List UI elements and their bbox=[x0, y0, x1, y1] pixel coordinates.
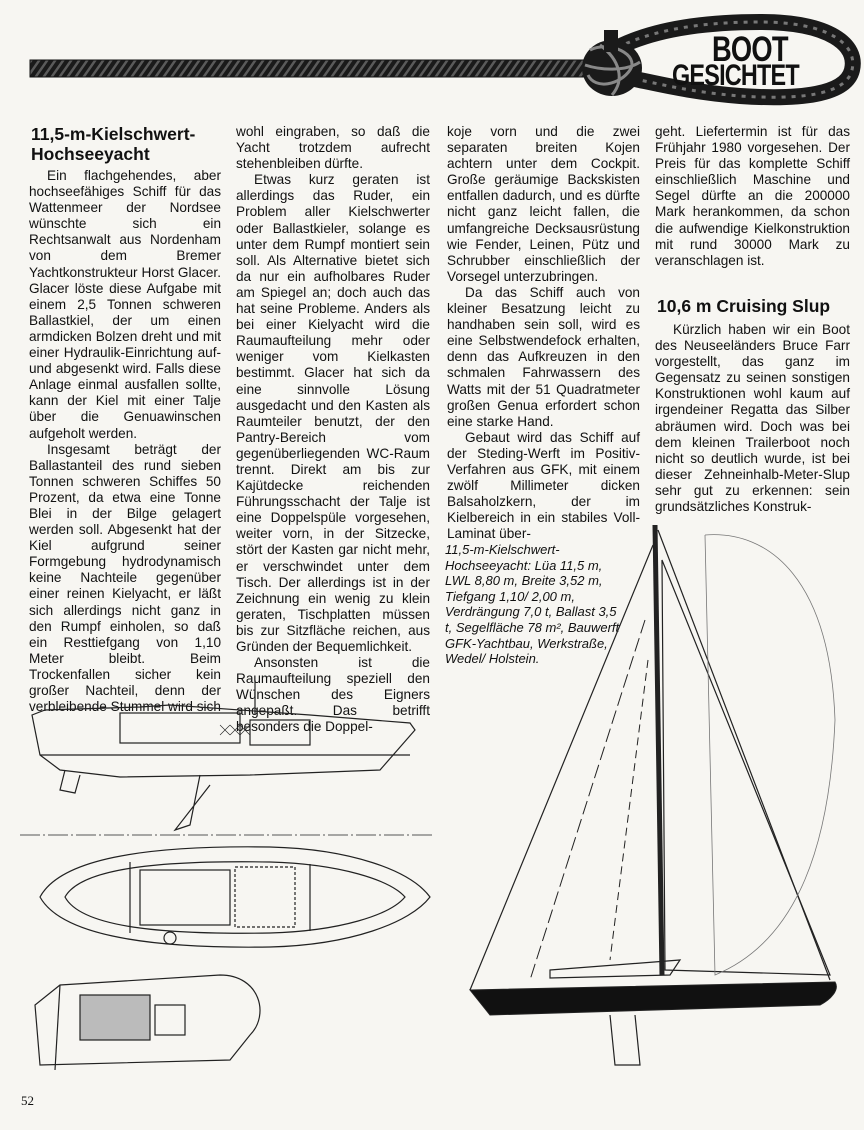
deck-plan-drawing bbox=[40, 847, 430, 947]
logo-gesichtet: GESICHTET bbox=[672, 59, 799, 92]
page-number: 52 bbox=[21, 1093, 34, 1108]
article-column-2 bbox=[236, 124, 430, 736]
figure-caption: 11,5-m-Kielschwert-Hochseeyacht: Lüa 11,5 m, LWL 8,80 m, Breite 3,52 m, Tiefgang 1,10/ 2,00 m, Verdrängung 7,0 t, Ballast 3,5 t, Segelfläche 78 m², Bauwerft GFK-Yachtbau, Werkstraße, Wedel/ Holstein. bbox=[445, 542, 620, 667]
paragraph: Kürzlich haben wir ein Boot des Neuseeländers Bruce Farr vorgestellt, das ganz im Gegensatz zu seinen sonstigen Konstruktionen wohl kaum auf irgendeiner Regatta das Silber abräumen wird. Doch was bei dem kleinen Trailerboot noch nicht so deutlich wurde, ist bei dieser Zehneinhalb-Meter-Slup sehr gut zu erkennen: sein grundsätzliches Konstruk- bbox=[655, 322, 850, 515]
paragraph: Da das Schiff auch von kleiner Besatzung leicht zu handhaben sein soll, wird es eine Selbstwendefock erhalten, denn das Aufkreuzen in den schmalen Fahrwassern des Watts mit der 51 Quadratmeter großen Genua erfordert schon eine starke Hand. bbox=[447, 284, 640, 429]
article2-headline: 10,6 m Cruising Slup bbox=[657, 296, 831, 316]
forestay bbox=[470, 545, 653, 990]
sail-plan-drawing bbox=[440, 520, 855, 1080]
logo-boot: BOOT bbox=[712, 30, 788, 69]
article-column-4 bbox=[655, 124, 850, 269]
paragraph: Gebaut wird das Schiff auf der Steding-Werft im Positiv-Verfahren aus GFK, mit einem zwölf Millimeter dicken Balsaholzkern, der im Kielbereich in ein stabiles Voll-Laminat über- bbox=[447, 429, 640, 542]
paragraph: Ansonsten ist die Raumaufteilung speziell den Wünschen des Eigners angepaßt. Das betrifft besonders die Doppel- bbox=[236, 655, 430, 735]
paragraph: koje vorn und die zwei separaten breiten Kojen achtern unter dem Cockpit. Große geräumige Backskisten entfallen dadurch, und es dürfte nicht ganz leicht fallen, die umfangreiche Decksausrüstung wie Fender, Leinen, Pütz und Schrubber einschließlich der Vorsegel unterzubringen. bbox=[447, 124, 640, 284]
article-column-1 bbox=[29, 168, 221, 715]
mainsail bbox=[662, 560, 830, 975]
article-column-3 bbox=[447, 124, 640, 542]
hull bbox=[470, 982, 836, 1015]
paragraph: Ein flachgehendes, aber hochseefähiges Schiff für das Wattenmeer der Nordsee wünschte sich ein Rechtsanwalt aus Nordenham von dem Bremer Yachtkonstrukteur Horst Glacer. Glacer löste diese Aufgabe mit einem 2,5 Tonnen schweren Ballastkiel, der um einen armdicken Bolzen dreht und mit einer Hydraulik-Einrichtung auf- und abgesenkt wird. Falls diese Anlage einmal ausfallen sollte, kann der Kiel mit einer Talje über die Genuawinschen aufgeholt werden. bbox=[29, 168, 221, 441]
jib-outline bbox=[530, 620, 645, 980]
spinnaker-outline bbox=[705, 535, 835, 975]
article-headline: 11,5-m-Kielschwert-Hochseeyacht bbox=[31, 124, 196, 164]
article2-column bbox=[655, 322, 850, 515]
paragraph: Etwas kurz geraten ist allerdings das Ruder, ein Problem aller Kielschwerter oder Ballastkieler, solange es unter dem Rumpf montiert sein soll. Als Alternative bietet sich da nur ein aufholbares Ruder am Spiegel an; doch auch das hat seine Probleme. Anders als bei einer Kielyacht wird die Raumaufteilung mehr oder weniger vom Kielkasten bestimmt. Glacer hat sich da eine sinnvolle Lösung ausgedacht und den Kasten als Raumteiler benutzt, der den Pantry-Bereich vom gegenüberliegenden WC-Raum trennt. Direkt am bis zur Kajütdecke reichenden Führungsschacht der Talje ist eine Doppelspüle vorgesehen, weiter vorn, in der Sitzecke, stört der Kasten gar nicht mehr, er verschwindet unter dem Tisch. Der allerdings ist in der Zeichnung ein wenig zu klein geraten, Tischplatten müssen bis zur Sitzfläche reichen, aus Gründen der Bequemlichkeit. bbox=[236, 172, 430, 654]
yacht-drawings bbox=[20, 675, 440, 1090]
mast bbox=[655, 525, 662, 975]
interior-section-drawing bbox=[35, 975, 260, 1070]
paragraph: wohl eingraben, so daß die Yacht trotzdem aufrecht stehenbleiben dürfte. bbox=[236, 124, 430, 172]
paragraph: Insgesamt beträgt der Ballastanteil des rund sieben Tonnen schweren Schiffes 50 Prozent, da etwa eine Tonne Blei in der Bilge gelagert werden soll. Abgesenkt hat der Kiel aufgrund seiner Formgebung hydrodynamisch keine Nachteile gegenüber einer reinen Kielyacht, er läßt sich allerdings nicht ganz in den Rumpf einholen, so daß ein Resttiefgang von 1,10 Meter bleibt. Beim Trockenfallen sicher kein großer Nachteil, denn der verbleibende Stummel wird sich bbox=[29, 441, 221, 715]
paragraph: geht. Liefertermin ist für das Frühjahr 1980 vorgesehen. Der Preis für das komplette Schiff einschließlich Maschine und Segel dürfte an die 200000 Mark herankommen, da schon die aufwendige Kielkonstruktion mit rund 30000 Mark zu veranschlagen ist. bbox=[655, 124, 850, 268]
keel bbox=[610, 1015, 640, 1065]
side-profile-drawing bbox=[32, 680, 415, 830]
